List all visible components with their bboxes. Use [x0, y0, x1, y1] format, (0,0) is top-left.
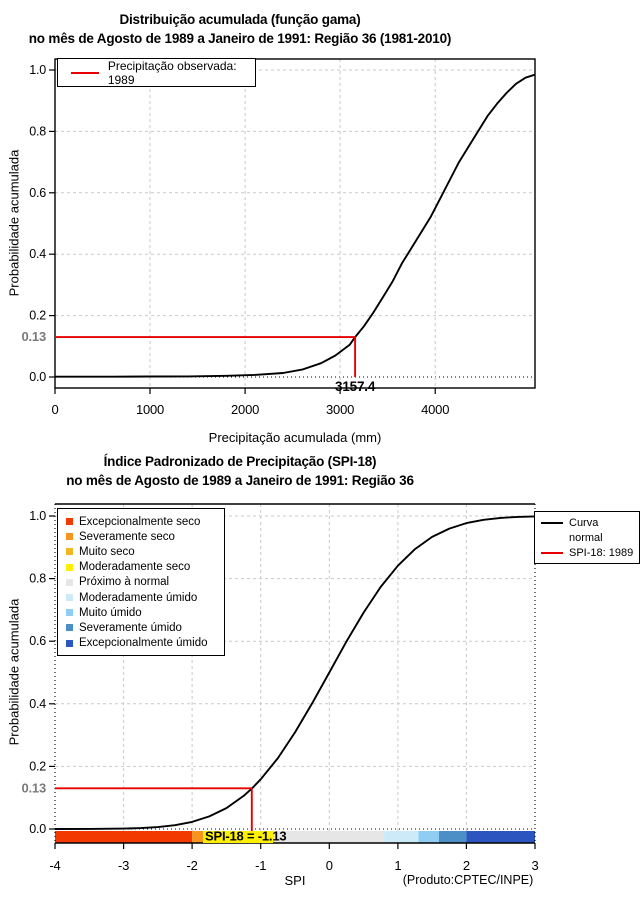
curve-legend-row — [541, 546, 639, 561]
gamma-ytick-label: 0.4 — [29, 247, 46, 262]
spi-category-item — [66, 529, 224, 544]
category-label: Moderadamente úmido — [79, 591, 198, 604]
gamma-probability-label: 0.13 — [21, 329, 46, 345]
category-label: Moderadamente seco — [79, 561, 191, 574]
spi-colorbar-segment — [439, 831, 466, 843]
category-swatch-icon — [66, 564, 73, 571]
gamma-xtick-label: 2000 — [231, 402, 260, 417]
category-label: Excepcionalmente seco — [79, 515, 201, 528]
spi-probability-label: 0.13 — [21, 780, 46, 796]
curve-legend — [534, 511, 640, 564]
gamma-xtick-label: 0 — [51, 402, 59, 417]
gamma-plot-border — [55, 59, 535, 388]
spi-xtick-label: 0 — [325, 858, 333, 873]
spi-category-item — [66, 514, 224, 529]
curve-legend-row — [541, 531, 639, 546]
line-sample-icon — [541, 552, 563, 554]
spi-category-item — [66, 560, 224, 575]
category-swatch-icon — [66, 609, 73, 616]
spi-xtick-label: -2 — [186, 858, 198, 873]
category-swatch-icon — [66, 548, 73, 555]
spi-colorbar-segment — [384, 831, 418, 843]
bottom-chart-title — [0, 452, 480, 490]
curve-legend-label: normal — [569, 532, 603, 545]
gamma-ytick-label: 0.8 — [29, 124, 46, 139]
gamma-ytick-label: 0.0 — [29, 370, 46, 384]
spi-category-item — [66, 605, 224, 620]
category-swatch-icon — [66, 624, 73, 631]
category-swatch-icon — [66, 533, 73, 540]
spi-ytick-label: 0.6 — [29, 634, 46, 649]
category-label: Excepcionalmente úmido — [79, 637, 208, 650]
category-swatch-icon — [66, 579, 73, 586]
spi-category-item — [66, 620, 224, 635]
spi-ytick-label: 1.0 — [29, 509, 46, 523]
spi-ytick-label: 0.2 — [29, 759, 46, 774]
category-swatch-icon — [66, 640, 73, 647]
gamma-cdf-curve — [55, 75, 535, 377]
spi-xtick-label: 2 — [462, 858, 470, 873]
spi-xtick-label: -4 — [49, 858, 61, 873]
spi-category-item — [66, 590, 224, 605]
category-swatch-icon — [66, 594, 73, 601]
category-label: Próximo à normal — [79, 576, 170, 589]
spi-xtick-label: -3 — [118, 858, 130, 873]
gamma-xtick-label: 1000 — [135, 402, 165, 417]
gamma-ytick-label: 0.2 — [29, 308, 46, 323]
spi-colorbar-segment — [274, 831, 384, 843]
category-label: Muito seco — [79, 545, 135, 558]
top-y-axis-label: Probabilidade acumulada — [6, 149, 22, 297]
spi-value-label: SPI-18 = -1.13 — [205, 828, 287, 844]
top-x-axis-label: Precipitação acumulada (mm) — [208, 430, 382, 445]
spi-category-item — [66, 636, 224, 651]
spi-category-item — [66, 575, 224, 590]
spi-colorbar-segment — [55, 831, 192, 843]
red-line-sample-icon — [71, 72, 99, 74]
category-swatch-icon — [66, 518, 73, 525]
gamma-ytick-label: 0.6 — [29, 185, 46, 200]
product-credit: (Produto:CPTEC/INPE) — [402, 873, 534, 887]
top-legend — [57, 58, 256, 87]
curve-legend-label: SPI-18: 1989 — [569, 546, 634, 559]
category-label: Muito úmido — [79, 606, 142, 619]
top-chart-title-line2: no mês de Agosto de 1989 a Janeiro de 1991: Região 36 (1981-2010) — [28, 31, 452, 46]
bottom-y-axis-label: Probabilidade acumulada — [6, 598, 22, 746]
bottom-chart-title-line2: no mês de Agosto de 1989 a Janeiro de 1991: Região 36 — [66, 473, 414, 488]
top-legend-label: Precipitação observada: 1989 — [107, 58, 237, 87]
spi-colorbar-segment — [418, 831, 439, 843]
gamma-xtick-label: 4000 — [421, 402, 450, 417]
precipitation-value-label: 3157.4 — [335, 379, 376, 394]
gamma-ytick-label: 1.0 — [29, 63, 46, 77]
top-chart-title-line1: Distribuição acumulada (função gama) — [119, 12, 361, 27]
curve-legend-label: Curva — [569, 517, 599, 530]
bottom-x-axis-label: SPI — [284, 873, 306, 888]
spi-xtick-label: -1 — [255, 858, 267, 873]
spi-colorbar-segment — [466, 831, 535, 843]
gamma-xtick-label: 3000 — [326, 402, 355, 417]
spi-ytick-label: 0.8 — [29, 571, 46, 586]
spi-category-legend — [57, 508, 225, 656]
top-chart-title — [0, 10, 480, 48]
category-label: Severamente seco — [79, 530, 175, 543]
curve-legend-row — [541, 516, 639, 531]
category-label: Severamente úmido — [79, 621, 182, 634]
spi-xtick-label: 3 — [531, 858, 539, 873]
spi-xtick-label: 1 — [394, 858, 402, 873]
spi-category-item — [66, 544, 224, 559]
line-sample-icon — [541, 522, 563, 524]
spi-ytick-label: 0.0 — [29, 822, 46, 836]
bottom-chart-title-line1: Índice Padronizado de Precipitação (SPI-18) — [103, 454, 377, 469]
spi-ytick-label: 0.4 — [29, 696, 46, 711]
